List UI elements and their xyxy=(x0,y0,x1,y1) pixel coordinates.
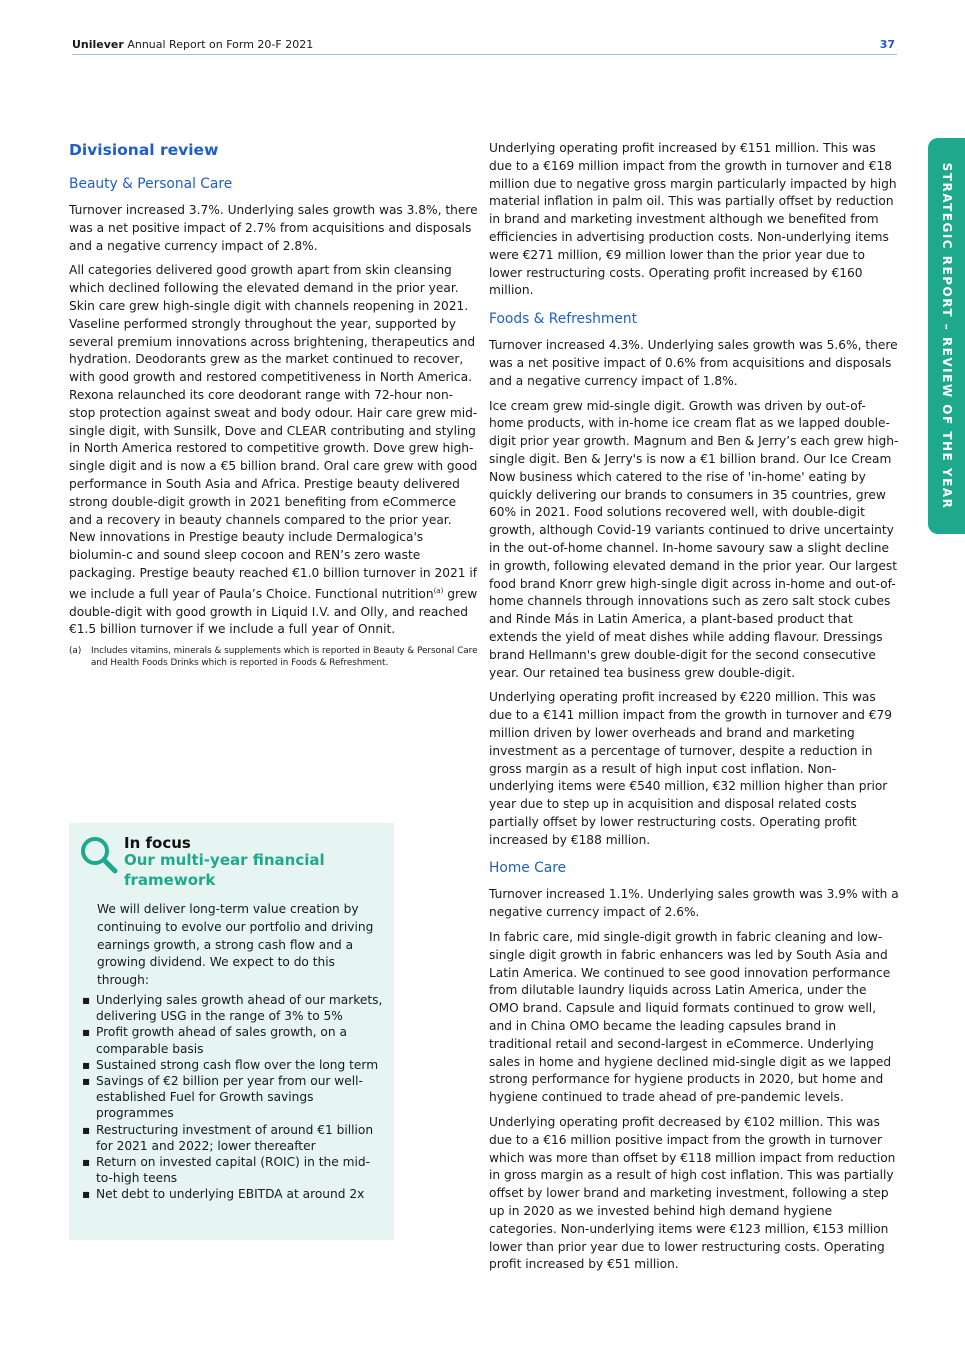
right-column xyxy=(489,140,899,1281)
foods-paragraph-3: Underlying operating profit increased by €220 million. This was due to a €141 million impact from the growth in turnover and €79 million driven by lower overheads and brand and marketing investment as a percentage of turnover, despite a reduction in gross margin as a result of high input cost inflation. Non-underlying items were €540 million, €32 million higher than prior year due to step up in acquisition and disposal related costs partially offset by lower restructuring costs. Operating profit increased by €188 million. xyxy=(489,690,892,847)
in-focus-label: In focus xyxy=(124,834,191,852)
list-item: ▪ Return on invested capital (ROIC) in the mid-to-high teens xyxy=(82,1155,371,1186)
magnifier-icon xyxy=(79,835,119,875)
home-paragraph-3: Underlying operating profit decreased by €102 million. This was due to a €16 million positive impact from the growth in turnover which was more than offset by €118 million impact from reduction in gross margin as a result of high cost inflation. This was partially offset by lower brand and marketing investment, following a step up in 2020 as we invested behind high demand hygiene categories. Non-underlying items were €123 million, €153 million lower than prior year due to lower restructuring costs. Operating profit increased by €51 million. xyxy=(489,1115,896,1272)
document-title: Annual Report on Form 20-F 2021 xyxy=(127,38,314,51)
footnote-text: Includes vitamins, minerals & supplements which is reported in Beauty & Personal Care and Health Foods Drinks which is reported in Foods & Refreshment. xyxy=(91,646,478,668)
section-heading-foods: Foods & Refreshment xyxy=(489,311,637,328)
brand-name: Unilever xyxy=(72,38,124,51)
side-tab-label: STRATEGIC REPORT – REVIEW OF THE YEAR xyxy=(939,162,954,510)
footnote xyxy=(69,646,479,669)
footnote-reference: (a) xyxy=(433,586,444,595)
list-item: ▪ Net debt to underlying EBITDA at around 2x xyxy=(82,1187,365,1202)
beauty-paragraph-2 xyxy=(69,262,479,639)
list-item: ▪ Sustained strong cash flow over the long term xyxy=(82,1057,379,1072)
page-title: Divisional review xyxy=(69,141,219,159)
framework-list xyxy=(82,992,386,1203)
page-header xyxy=(72,36,897,55)
list-item: ▪ Profit growth ahead of sales growth, on a comparable basis xyxy=(82,1025,347,1056)
beauty-paragraph-2-text: All categories delivered good growth apart from skin cleansing which declined following the elevated demand in the prior year. Skin care grew high-single digit with channels reopening in 2021. Vaseline performed strongly throughout the year, supported by several premium innovations across brightening, therapeutics and hydration. Deodorants grew as the market continued to recover, with good growth and restored competitiveness in North America. Rexona relaunched its core deodorant range with 72-hour non-stop protection against sweat and body odour. Hair care grew mid-single digit, with Sunsilk, Dove and CLEAR contributing and styling in North America restored to competitive growth. Dove grew high-single digit and is now a €5 billion brand. Oral care grew with good performance in South Asia and Africa. Prestige beauty delivered strong double-digit growth in 2021 benefiting from eCommerce and a recovery in beauty channels compared to the prior year. New innovations in Prestige beauty include Dermalogica's biolumin-c and sound sleep cocoon and REN’s zero waste packaging. Prestige beauty reached €1.0 billion turnover in 2021 if we include a full year of Paula’s Choice. Functional nutrition xyxy=(69,263,478,601)
list-item: ▪ Underlying sales growth ahead of our markets, delivering USG in the range of 3% to 5% xyxy=(82,993,383,1024)
foods-paragraph-1: Turnover increased 4.3%. Underlying sales growth was 5.6%, there was a net positive impact of 0.6% from acquisitions and disposals and a negative currency impact of 1.8%. xyxy=(489,338,898,388)
header-title xyxy=(72,38,313,51)
in-focus-title: Our multi-year financial framework xyxy=(124,851,325,889)
beauty-paragraph-1: Turnover increased 3.7%. Underlying sales growth was 3.8%, there was a net positive impact of 2.7% from acquisitions and disposals and a negative currency impact of 2.8%. xyxy=(69,203,478,253)
section-heading-beauty: Beauty & Personal Care xyxy=(69,176,233,192)
home-paragraph-2: In fabric care, mid single-digit growth in fabric cleaning and low-single digit growth in fabric enhancers was led by South Asia and Latin America. We continued to see good innovation performance from dilutable laundry liquids across Latin America, under the OMO brand. Capsule and liquid formats continued to grow well, and in China OMO became the leading capsules brand in traditional retail and second-largest in eCommerce. Underlying sales in home and hygiene declined mid-single digit as we lapped strong performance for hygiene products in 2020, but home and hygiene continued to trade ahead of pre-pandemic levels. xyxy=(489,930,892,1105)
in-focus-box xyxy=(69,823,394,1240)
section-side-tab[interactable] xyxy=(928,138,965,534)
footnote-marker: (a) xyxy=(69,646,82,657)
section-heading-home-care: Home Care xyxy=(489,860,567,877)
list-item: ▪ Savings of €2 billion per year from our well-established Fuel for Growth savings programmes xyxy=(82,1074,363,1121)
beauty-paragraph-2-end: grew double-digit with good growth in Liquid I.V. and Olly, and reached €1.5 billion turnover if we include a full year of Onnit. xyxy=(69,586,478,637)
home-paragraph-1: Turnover increased 1.1%. Underlying sales growth was 3.9% with a negative currency impact of 2.6%. xyxy=(489,887,899,920)
foods-paragraph-2: Ice cream grew mid-single digit. Growth was driven by out-of-home products, with in-home ice cream flat as we lapped double-digit prior year growth. Magnum and Ben & Jerry’s each grew high-single digit. Ben & Jerry's is now a €1 billion brand. Our Ice Cream Now business which catered to the rise of 'in-home' eating by quickly delivering our brands to consumers in 35 countries, grew 60% in 2021. Food solutions recovered well, with double-digit growth, although Covid-19 variants continued to drive uncertainty in the out-of-home channel. In-home savoury saw a slight decline in growth, following elevated demand in the prior year. Our largest food brand Knorr grew high-single digit across in-home and out-of-home channels through innovations such as zero salt stock cubes and Rinde Más in Latin America, a plant-based product that extends the yield of meat dishes while adding flavour. Dressings brand Hellmann's grew double-digit for the second consecutive year. Our retained tea business grew double-digit. xyxy=(489,398,899,680)
beauty-profit-paragraph: Underlying operating profit increased by €151 million. This was due to a €169 million impact from the growth in turnover and €18 million due to negative gross margin particularly impacted by high material inflation in palm oil. This was partially offset by reduction in brand and marketing investment although we benefited from efficiencies in advertising production costs. Non-underlying items were €271 million, €9 million lower than the prior year due to lower restructuring costs. Operating profit increased by €160 million. xyxy=(489,141,897,298)
left-column xyxy=(69,140,479,669)
list-item: ▪ Restructuring investment of around €1 billion for 2021 and 2022; lower thereafter xyxy=(82,1122,374,1153)
page-number: 37 xyxy=(879,38,895,51)
in-focus-intro: We will deliver long-term value creation by continuing to evolve our portfolio and driving earnings growth, a strong cash flow and a growing dividend. We expect to do this through: xyxy=(97,902,374,988)
